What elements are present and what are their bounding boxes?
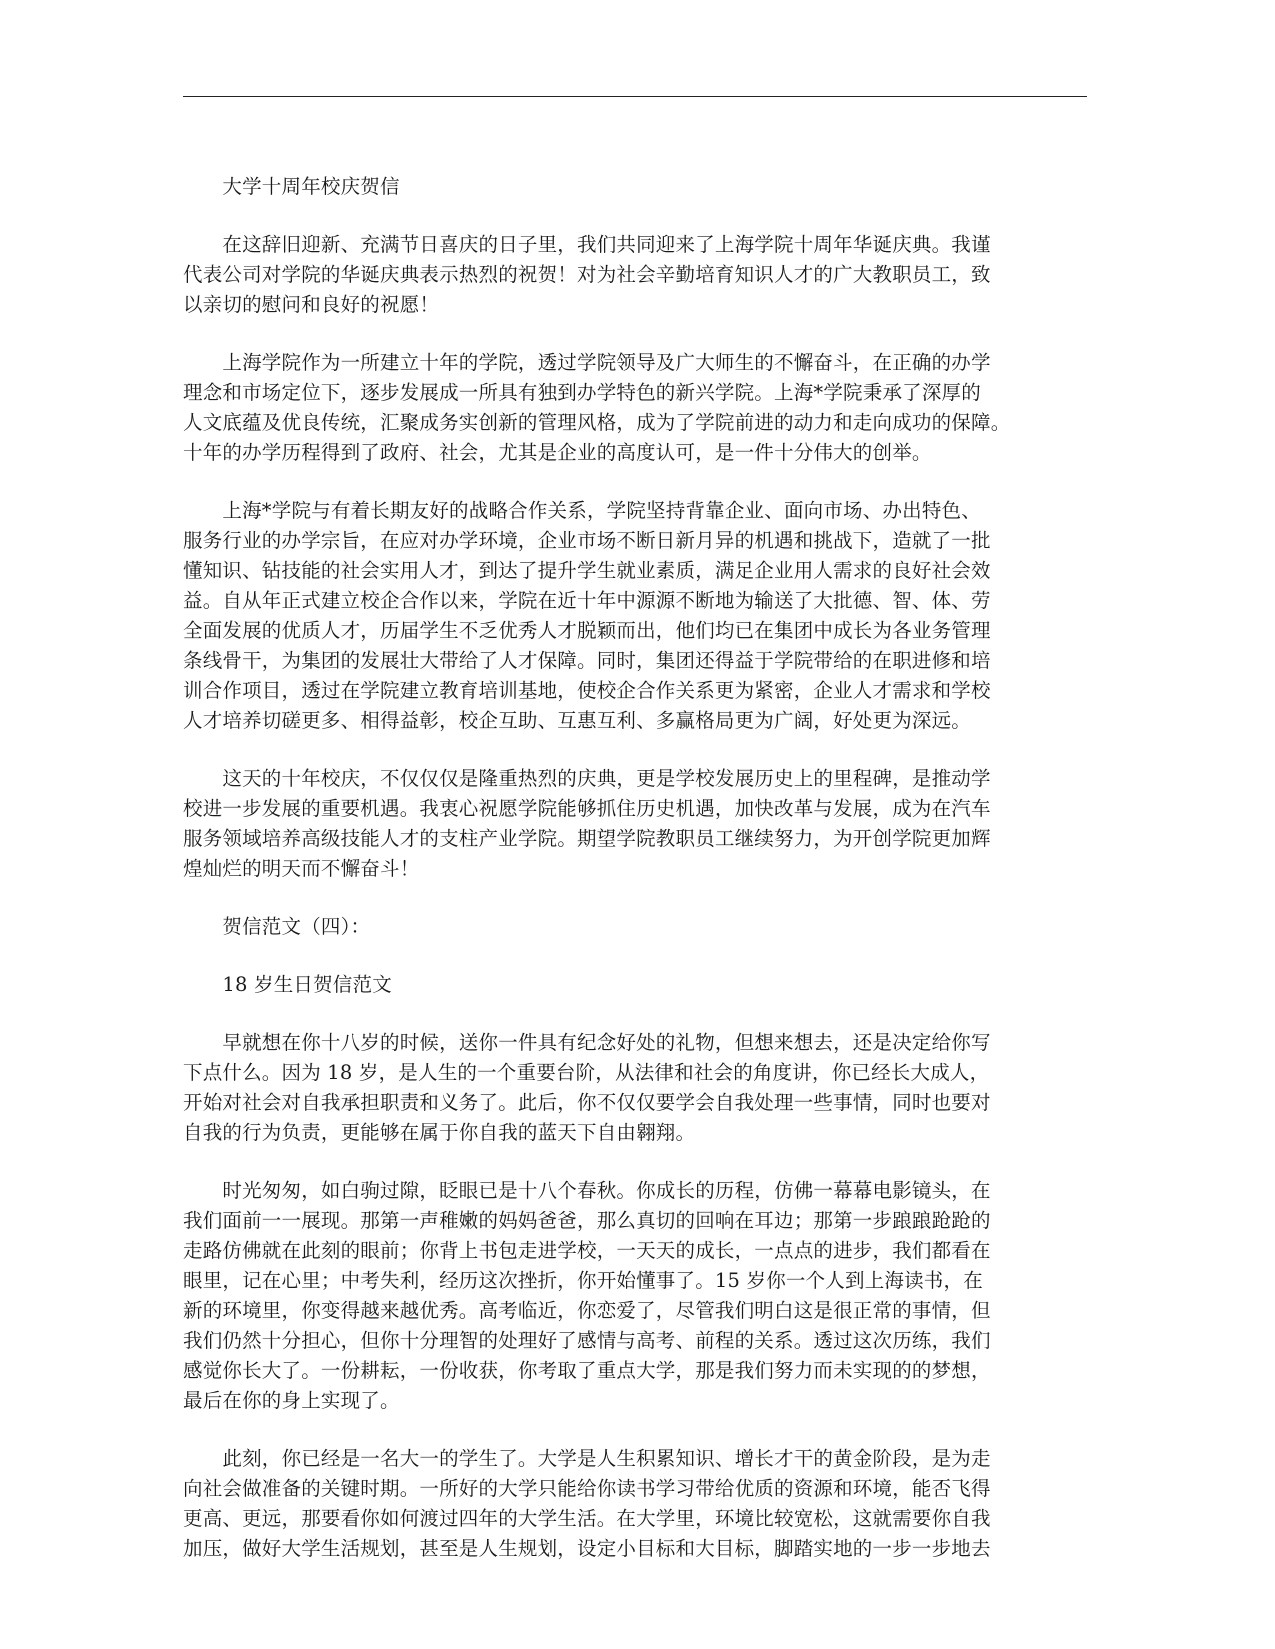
paragraph-gap <box>183 320 1095 348</box>
text-line: 感觉你长大了。一份耕耘，一份收获，你考取了重点大学，那是我们努力而未实现的的梦想， <box>183 1359 991 1382</box>
text-line: 理念和市场定位下，逐步发展成一所具有独到办学特色的新兴学院。上海*学院秉承了深厚的 <box>183 381 981 404</box>
paragraph-gap <box>183 202 1095 230</box>
paragraph-gap <box>183 1148 1095 1176</box>
text-line: 人才培养切磋更多、相得益彰，校企互助、互惠互利、多赢格局更为广阔，好处更为深远。 <box>183 709 972 732</box>
paragraph <box>183 1028 1095 1148</box>
paragraph-gap <box>183 942 1095 970</box>
text-line: 时光匆匆，如白驹过隙，眨眼已是十八个春秋。你成长的历程，仿佛一幕幕电影镜头，在 <box>183 1179 991 1202</box>
text-line: 大学十周年校庆贺信 <box>183 175 400 198</box>
text-line: 服务领域培养高级技能人才的支柱产业学院。期望学院教职员工继续努力，为开创学院更加辉 <box>183 827 991 850</box>
text-line: 在这辞旧迎新、充满节日喜庆的日子里，我们共同迎来了上海学院十周年华诞庆典。我谨 <box>183 233 991 256</box>
text-line: 眼里，记在心里；中考失利，经历这次挫折，你开始懂事了。15 岁你一个人到上海读书，在 <box>183 1269 983 1292</box>
document-body <box>183 172 1095 1564</box>
paragraph <box>183 172 1095 202</box>
text-line: 下点什么。因为 18 岁，是人生的一个重要台阶，从法律和社会的角度讲，你已经长大成人， <box>183 1061 990 1084</box>
text-line: 加压，做好大学生活规划，甚至是人生规划，设定小目标和大目标，脚踏实地的一步一步地去 <box>183 1537 991 1560</box>
text-line: 贺信范文（四）： <box>183 915 371 938</box>
header-rule <box>183 96 1087 97</box>
text-line: 走路仿佛就在此刻的眼前；你背上书包走进学校，一天天的成长，一点点的进步，我们都看在 <box>183 1239 991 1262</box>
text-line: 十年的办学历程得到了政府、社会，尤其是企业的高度认可，是一件十分伟大的创举。 <box>183 441 932 464</box>
paragraph-gap <box>183 884 1095 912</box>
text-line: 条线骨干，为集团的发展壮大带给了人才保障。同时，集团还得益于学院带给的在职进修和培 <box>183 649 991 672</box>
paragraph-gap <box>183 468 1095 496</box>
paragraph <box>183 970 1095 1000</box>
text-line: 我们仍然十分担心，但你十分理智的处理好了感情与高考、前程的关系。透过这次历练，我们 <box>183 1329 991 1352</box>
paragraph-gap <box>183 1416 1095 1444</box>
text-line: 上海学院作为一所建立十年的学院，透过学院领导及广大师生的不懈奋斗，在正确的办学 <box>183 351 991 374</box>
paragraph <box>183 496 1095 736</box>
text-line: 早就想在你十八岁的时候，送你一件具有纪念好处的礼物，但想来想去，还是决定给你写 <box>183 1031 991 1054</box>
paragraph-gap <box>183 736 1095 764</box>
paragraph <box>183 348 1095 468</box>
text-line: 向社会做准备的关键时期。一所好的大学只能给你读书学习带给优质的资源和环境，能否飞得 <box>183 1477 991 1500</box>
text-line: 新的环境里，你变得越来越优秀。高考临近，你恋爱了，尽管我们明白这是很正常的事情，但 <box>183 1299 991 1322</box>
text-line: 最后在你的身上实现了。 <box>183 1389 400 1412</box>
text-line: 人文底蕴及优良传统，汇聚成务实创新的管理风格，成为了学院前进的动力和走向成功的保障。 <box>183 411 1011 434</box>
paragraph <box>183 912 1095 942</box>
paragraph <box>183 230 1095 320</box>
text-line: 懂知识、钻技能的社会实用人才，到达了提升学生就业素质，满足企业用人需求的良好社会效 <box>183 559 991 582</box>
text-line: 这天的十年校庆，不仅仅仅是隆重热烈的庆典，更是学校发展历史上的里程碑，是推动学 <box>183 767 991 790</box>
text-line: 煌灿烂的明天而不懈奋斗！ <box>183 857 420 880</box>
text-line: 训合作项目，透过在学院建立教育培训基地，使校企合作关系更为紧密，企业人才需求和学校 <box>183 679 991 702</box>
text-line: 上海*学院与有着长期友好的战略合作关系，学院坚持背靠企业、面向市场、办出特色、 <box>183 499 981 522</box>
text-line: 益。自从年正式建立校企合作以来，学院在近十年中源源不断地为输送了大批德、智、体、劳 <box>183 589 991 612</box>
text-line: 校进一步发展的重要机遇。我衷心祝愿学院能够抓住历史机遇，加快改革与发展，成为在汽车 <box>183 797 991 820</box>
text-line: 开始对社会对自我承担职责和义务了。此后，你不仅仅要学会自我处理一些事情，同时也要对 <box>183 1091 991 1114</box>
text-line: 更高、更远，那要看你如何渡过四年的大学生活。在大学里，环境比较宽松，这就需要你自我 <box>183 1507 991 1530</box>
text-line: 代表公司对学院的华诞庆典表示热烈的祝贺！对为社会辛勤培育知识人才的广大教职员工，致 <box>183 263 991 286</box>
text-line: 自我的行为负责，更能够在属于你自我的蓝天下自由翱翔。 <box>183 1121 696 1144</box>
paragraph <box>183 1176 1095 1416</box>
text-line: 我们面前一一展现。那第一声稚嫩的妈妈爸爸，那么真切的回响在耳边；那第一步踉踉跄跄的 <box>183 1209 991 1232</box>
paragraph <box>183 1444 1095 1564</box>
paragraph-gap <box>183 1000 1095 1028</box>
text-line: 18 岁生日贺信范文 <box>183 973 392 996</box>
text-line: 服务行业的办学宗旨，在应对办学环境，企业市场不断日新月异的机遇和挑战下，造就了一批 <box>183 529 991 552</box>
text-line: 全面发展的优质人才，历届学生不乏优秀人才脱颖而出，他们均已在集团中成长为各业务管理 <box>183 619 991 642</box>
text-line: 此刻，你已经是一名大一的学生了。大学是人生积累知识、增长才干的黄金阶段，是为走 <box>183 1447 991 1470</box>
paragraph <box>183 764 1095 884</box>
text-line: 以亲切的慰问和良好的祝愿！ <box>183 293 440 316</box>
